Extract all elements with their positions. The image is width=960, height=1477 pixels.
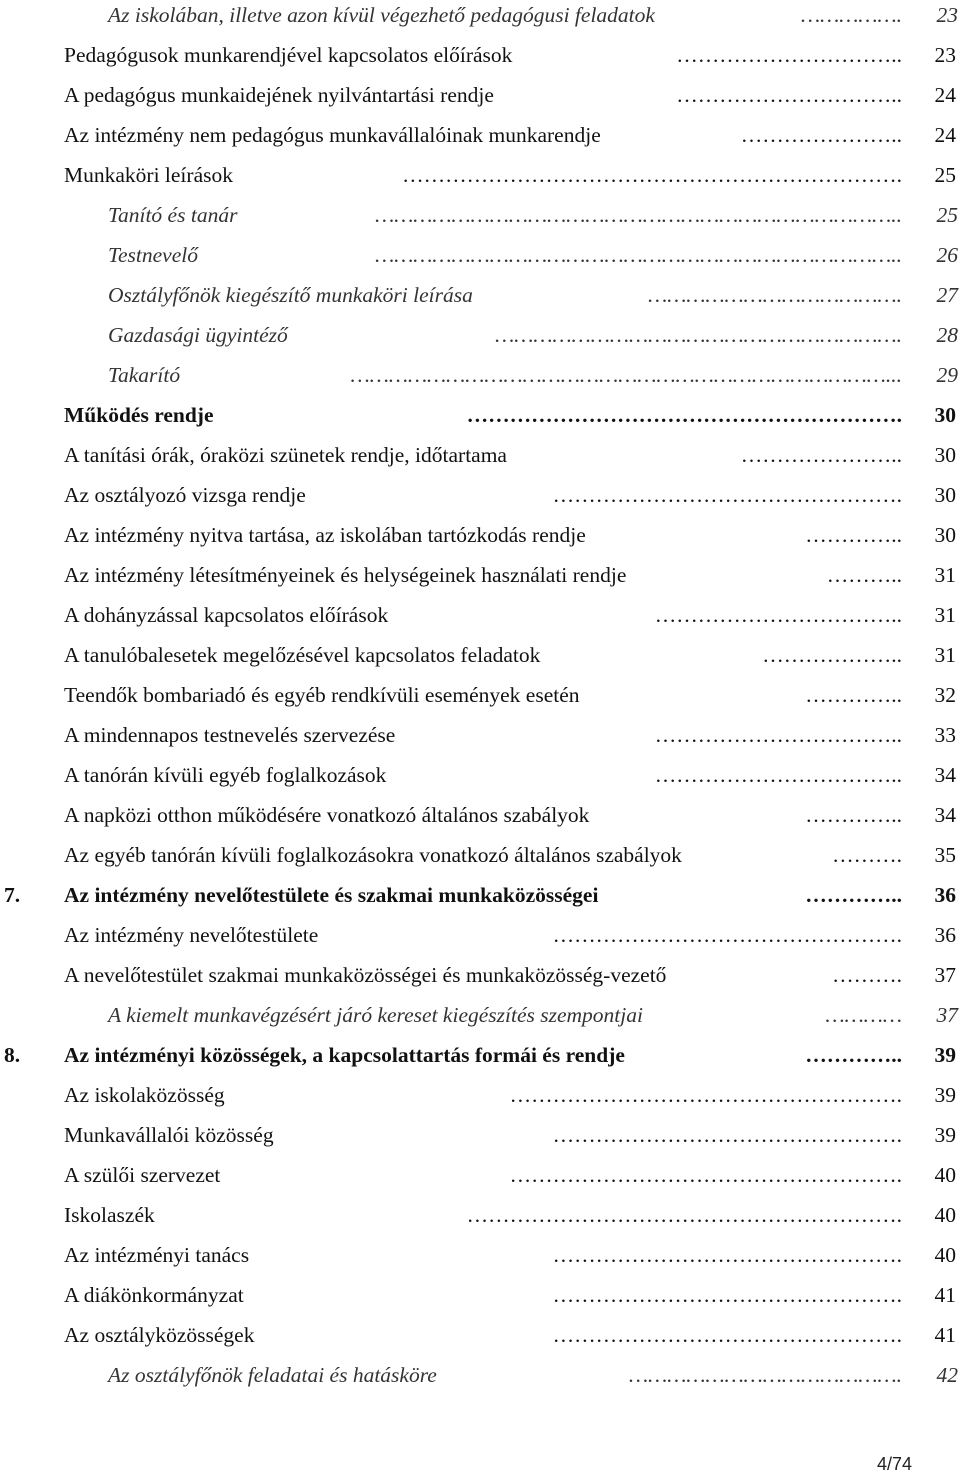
toc-entry[interactable] bbox=[0, 320, 960, 350]
toc-entry-title: Munkavállalói közösség bbox=[64, 1123, 274, 1147]
toc-entry-title: A mindennapos testnevelés szervezése bbox=[64, 723, 396, 747]
toc-entry-title: Működés rendje bbox=[64, 403, 214, 427]
toc-entry-leader: …………………………………………. bbox=[552, 1123, 902, 1147]
toc-entry[interactable] bbox=[0, 480, 960, 510]
toc-entry-leader: ……………………………………………………. bbox=[466, 403, 902, 427]
toc-entry-leader: ………………………….. bbox=[676, 43, 902, 67]
toc-entry-page: 37 bbox=[936, 1003, 958, 1027]
toc-entry-leader: ………………………………………………. bbox=[509, 1083, 902, 1107]
toc-entry-title: Teendők bombariadó és egyéb rendkívüli események esetén bbox=[64, 683, 580, 707]
toc-entry-page: 30 bbox=[934, 443, 956, 467]
toc-entry[interactable] bbox=[0, 840, 960, 870]
toc-entry-leader: ………. bbox=[832, 843, 902, 867]
toc-entry[interactable] bbox=[0, 720, 960, 750]
toc-entry-page: 31 bbox=[934, 563, 956, 587]
toc-entry-leader: ………….. bbox=[805, 1043, 902, 1067]
toc-entry-leader: ………………….. bbox=[740, 123, 902, 147]
toc-entry-page: 26 bbox=[936, 243, 958, 267]
toc-entry-page: 41 bbox=[934, 1323, 956, 1347]
toc-entry[interactable] bbox=[0, 520, 960, 550]
toc-entry[interactable] bbox=[0, 80, 960, 110]
toc-entry[interactable] bbox=[0, 1040, 960, 1070]
toc-entry-page: 33 bbox=[934, 723, 956, 747]
toc-entry-title: Iskolaszék bbox=[64, 1203, 155, 1227]
toc-entry[interactable] bbox=[0, 560, 960, 590]
toc-entry-page: 39 bbox=[934, 1123, 956, 1147]
toc-entry[interactable] bbox=[0, 400, 960, 430]
toc-entry-page: 25 bbox=[936, 203, 958, 227]
toc-entry-page: 40 bbox=[934, 1163, 956, 1187]
toc-entry[interactable] bbox=[0, 600, 960, 630]
toc-entry-leader: ……………………………………………………. bbox=[466, 1203, 902, 1227]
toc-entry-title: Osztályfőnök kiegészítő munkaköri leírása bbox=[108, 283, 473, 307]
toc-entry-title: Az osztályfőnök feladatai és hatásköre bbox=[108, 1363, 437, 1387]
toc-entry-page: 39 bbox=[934, 1043, 956, 1067]
toc-entry-title: A tanítási órák, óraközi szünetek rendje, időtartama bbox=[64, 443, 507, 467]
toc-entry-title: A tanórán kívüli egyéb foglalkozások bbox=[64, 763, 387, 787]
toc-entry-leader: ……………….. bbox=[762, 643, 902, 667]
toc-entry-leader: …………………………………………. bbox=[552, 1323, 902, 1347]
toc-entry-title: Gazdasági ügyintéző bbox=[108, 323, 288, 347]
toc-entry-leader: ………………………….. bbox=[676, 83, 902, 107]
toc-entry-title: Az intézmény nevelőtestülete és szakmai munkaközösségei bbox=[64, 883, 599, 907]
toc-entry-leader: ………….. bbox=[805, 683, 902, 707]
toc-entry-title: A pedagógus munkaidejének nyilvántartási rendje bbox=[64, 83, 494, 107]
toc-entry-title: Az iskolában, illetve azon kívül végezhető pedagógusi feladatok bbox=[108, 3, 655, 27]
toc-entry-title: Testnevelő bbox=[108, 243, 198, 267]
toc-entry-leader: ………….. bbox=[805, 803, 902, 827]
toc-entry-title: Pedagógusok munkarendjével kapcsolatos előírások bbox=[64, 43, 513, 67]
toc-entry-title: Tanító és tanár bbox=[108, 203, 238, 227]
toc-entry-title: A dohányzással kapcsolatos előírások bbox=[64, 603, 389, 627]
toc-entry[interactable] bbox=[0, 1120, 960, 1150]
toc-entry-page: 31 bbox=[934, 643, 956, 667]
toc-entry-leader: …………………………………………. bbox=[552, 923, 902, 947]
toc-entry-page: 28 bbox=[936, 323, 958, 347]
toc-entry-page: 34 bbox=[934, 803, 956, 827]
toc-entry-leader: ………. bbox=[832, 963, 902, 987]
toc-entry[interactable] bbox=[0, 1160, 960, 1190]
toc-entry-page: 41 bbox=[934, 1283, 956, 1307]
toc-entry[interactable] bbox=[0, 920, 960, 950]
toc-entry-page: 24 bbox=[934, 83, 956, 107]
toc-entry-leader: ……………. bbox=[801, 3, 902, 27]
toc-entry-leader: ……………………………………………………………. bbox=[402, 163, 902, 187]
toc-entry-page: 25 bbox=[934, 163, 956, 187]
toc-entry-title: Az egyéb tanórán kívüli foglalkozásokra vonatkozó általános szabályok bbox=[64, 843, 682, 867]
toc-entry-page: 36 bbox=[934, 923, 956, 947]
toc-entry-page: 42 bbox=[936, 1363, 958, 1387]
toc-entry-leader: ………………………………………………. bbox=[509, 1163, 902, 1187]
toc-entry[interactable] bbox=[0, 1320, 960, 1350]
toc-entry-leader: …………………………………………. bbox=[552, 1283, 902, 1307]
toc-entry[interactable] bbox=[0, 280, 960, 310]
toc-entry-leader: ……………………………………………………………………….. bbox=[375, 203, 902, 227]
toc-entry-leader: ……………………………………. bbox=[628, 1363, 902, 1387]
toc-entry-page: 36 bbox=[934, 883, 956, 907]
toc-entry-leader: ……….. bbox=[826, 563, 902, 587]
toc-entry[interactable] bbox=[0, 200, 960, 230]
toc-entry-leader: ………….. bbox=[805, 523, 902, 547]
toc-entry-title: Az intézmény nevelőtestülete bbox=[64, 923, 319, 947]
toc-entry-leader: ………………….. bbox=[740, 443, 902, 467]
toc-entry-number: 8. bbox=[4, 1043, 21, 1067]
toc-entry-page: 35 bbox=[934, 843, 956, 867]
toc-entry-title: Az iskolaközösség bbox=[64, 1083, 225, 1107]
toc-entry[interactable] bbox=[0, 1080, 960, 1110]
toc-entry[interactable] bbox=[0, 40, 960, 70]
toc-entry-leader: …………………………….. bbox=[654, 763, 902, 787]
toc-entry-leader: ……………………………………………………………………….. bbox=[375, 243, 902, 267]
toc-entry[interactable] bbox=[0, 160, 960, 190]
toc-entry-title: Az intézményi tanács bbox=[64, 1243, 250, 1267]
toc-entry-title: Az intézményi közösségek, a kapcsolattartás formái és rendje bbox=[64, 1043, 625, 1067]
toc-entry-title: A napközi otthon működésére vonatkozó általános szabályok bbox=[64, 803, 590, 827]
toc-entry-leader: ………… bbox=[825, 1003, 902, 1027]
toc-entry-title: A szülői szervezet bbox=[64, 1163, 221, 1187]
toc-entry-page: 34 bbox=[934, 763, 956, 787]
toc-entry-page: 24 bbox=[934, 123, 956, 147]
toc-entry-leader: …………………………………………. bbox=[552, 483, 902, 507]
toc-entry[interactable] bbox=[0, 240, 960, 270]
toc-entry-number: 7. bbox=[4, 883, 21, 907]
toc-entry-page: 32 bbox=[934, 683, 956, 707]
toc-entry-leader: …………………………….. bbox=[654, 723, 902, 747]
toc-entry-title: Takarító bbox=[108, 363, 181, 387]
toc-entry[interactable] bbox=[0, 640, 960, 670]
toc-entry[interactable] bbox=[0, 360, 960, 390]
toc-entry-page: 39 bbox=[934, 1083, 956, 1107]
toc-entry-title: Az intézmény létesítményeinek és helységeinek használati rendje bbox=[64, 563, 627, 587]
toc-entry-title: Az osztályozó vizsga rendje bbox=[64, 483, 306, 507]
toc-entry-title: A diákönkormányzat bbox=[64, 1283, 244, 1307]
toc-entry[interactable] bbox=[0, 800, 960, 830]
toc-entry-page: 23 bbox=[934, 43, 956, 67]
toc-entry[interactable] bbox=[0, 1360, 960, 1390]
toc-entry[interactable] bbox=[0, 960, 960, 990]
toc-entry-leader: …………………………………………………………………………... bbox=[350, 363, 902, 387]
toc-entry[interactable] bbox=[0, 440, 960, 470]
toc-entry[interactable] bbox=[0, 760, 960, 790]
toc-entry-page: 23 bbox=[936, 3, 958, 27]
toc-entry[interactable] bbox=[0, 880, 960, 910]
toc-entry-title: Az intézmény nem pedagógus munkavállalóinak munkarendje bbox=[64, 123, 601, 147]
toc-entry[interactable] bbox=[0, 1240, 960, 1270]
toc-entry-page: 27 bbox=[936, 283, 958, 307]
toc-entry-page: 30 bbox=[934, 403, 956, 427]
toc-entry[interactable] bbox=[0, 1280, 960, 1310]
toc-entry-title: Az osztályközösségek bbox=[64, 1323, 255, 1347]
toc-entry[interactable] bbox=[0, 680, 960, 710]
toc-entry-page: 40 bbox=[934, 1243, 956, 1267]
toc-entry[interactable] bbox=[0, 1000, 960, 1030]
page-number: 4/74 bbox=[876, 1454, 912, 1474]
toc-entry-page: 29 bbox=[936, 363, 958, 387]
toc-entry-title: Munkaköri leírások bbox=[64, 163, 233, 187]
toc-entry-leader: …………………………………. bbox=[648, 283, 902, 307]
toc-entry-title: A tanulóbalesetek megelőzésével kapcsolatos feladatok bbox=[64, 643, 541, 667]
toc-entry-title: A nevelőtestület szakmai munkaközösségei és munkaközösség-vezető bbox=[64, 963, 667, 987]
toc-entry-leader: …………………………………………. bbox=[552, 1243, 902, 1267]
toc-entry-page: 30 bbox=[934, 523, 956, 547]
toc-entry[interactable] bbox=[0, 0, 960, 30]
toc-entry-title: A kiemelt munkavégzésért járó kereset kiegészítés szempontjai bbox=[108, 1003, 643, 1027]
toc-entry-page: 30 bbox=[934, 483, 956, 507]
toc-entry-leader: …………………………….. bbox=[654, 603, 902, 627]
toc-entry-page: 37 bbox=[934, 963, 956, 987]
toc-entry[interactable] bbox=[0, 1200, 960, 1230]
toc-entry-page: 31 bbox=[934, 603, 956, 627]
toc-entry-leader: ………….. bbox=[805, 883, 902, 907]
toc-entry[interactable] bbox=[0, 120, 960, 150]
toc-entry-title: Az intézmény nyitva tartása, az iskolában tartózkodás rendje bbox=[64, 523, 586, 547]
toc-entry-leader: ………………………………………………………. bbox=[495, 323, 902, 347]
toc-entry-page: 40 bbox=[934, 1203, 956, 1227]
